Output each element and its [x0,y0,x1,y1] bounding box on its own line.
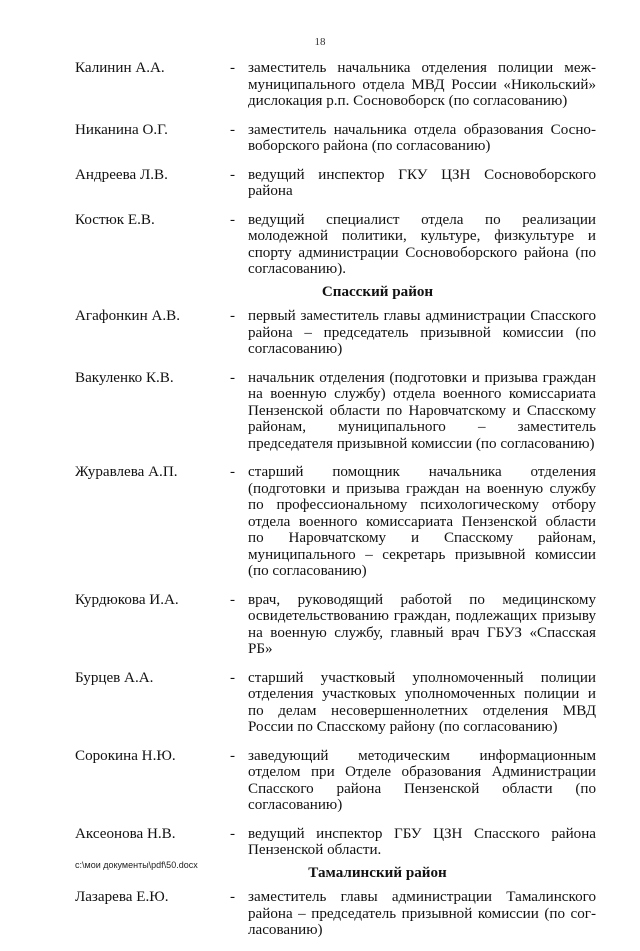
section-title: Тамалинский район [308,864,447,881]
group-tamala [75,865,600,939]
person-name: Лазарева Е.Ю. [75,889,169,905]
dash: - [230,308,236,324]
dash: - [230,591,236,608]
dash: - [230,825,236,842]
group-spassky [75,284,600,859]
person-role: врач, руководящий работой по медицинскому освидетельствованию граждан, подлежащих призыву на военную службу, главный врач ГБУЗ «Спасская РБ» [248,591,596,657]
person-role: ведущий инспектор ГБУ ЦЗН Спасского района Пензенской области. [248,825,596,858]
section-title: Спасский район [321,283,434,300]
dash: - [230,121,236,138]
list-item [75,122,600,155]
list-item [75,670,600,736]
person-name: Бурцев А.А. [75,669,154,686]
file-path-footer: c:\мои документы\pdf\50.docx [75,860,198,870]
dash: - [230,889,236,905]
list-item [75,464,600,580]
document-body [75,60,600,951]
person-name: Сорокина Н.Ю. [75,747,176,764]
person-name: Журавлева А.П. [75,464,178,480]
person-role: заместитель начальника отделения полиции межмуниципального отдела МВД России «Никольский» дислокация р.п. Сосновоборск (по согласованию) [248,60,596,109]
list-item [75,167,600,200]
dash: - [230,166,236,183]
person-name: Курдюкова И.А. [75,591,179,608]
person-role: заместитель начальника отдела образования Сосновоборского района (по согласованию) [248,121,596,154]
person-name: Никанина О.Г. [75,121,168,138]
list-item [75,212,600,278]
group-sosnovoborsk [75,60,600,278]
person-role: начальник отделения (подготовки и призыва граждан на военную службу) отдела военного комиссариата Пензенской области по Наровчатскому и Спасскому районам, муниципального – заместитель председателя призывной комиссии (по согласованию) [248,369,596,452]
person-role: ведущий инспектор ГКУ ЦЗН Сосновоборского района [248,166,596,199]
person-name: Агафонкин А.В. [75,308,180,324]
dash: - [230,464,236,480]
person-role: старший помощник начальника отделения (подготовки и призыва граждан на военную службу по профессиональному психологическому отбору отдела военного комиссариата Пензенской области по Наровчатскому и Спасскому районам, муниципального – секретарь призывной комиссии (по согласованию) [248,464,596,579]
dash: - [230,369,236,386]
person-role: ведущий специалист отдела по реализации молодежной политики, культуре, физкультуре и спорту администрации Сосновоборского района (по согласованию). [248,211,596,277]
person-name: Аксеонова Н.В. [75,825,176,842]
dash: - [230,747,236,764]
dash: - [230,669,236,686]
list-item [75,60,600,110]
person-name: Костюк Е.В. [75,211,155,228]
list-item [75,308,600,358]
list-item [75,592,600,658]
person-role: заведующий методическим информационным отделом при Отделе образования Администрации Спасского района Пензенской области (по согласованию) [248,747,596,813]
person-role: старший участковый уполномоченный полиции отделения участковых уполномоченных полиции и по делам несовершеннолетних отделения МВД России по Спасскому району (по согласованию) [248,669,596,735]
list-item [75,748,600,814]
page-number: 18 [314,36,326,48]
person-role: заместитель главы администрации Тамалинского района – председатель призывной комиссии (по согласованию) [248,889,596,938]
person-name: Калинин А.А. [75,60,165,76]
dash: - [230,60,236,76]
list-item [75,370,600,453]
list-item [75,826,600,859]
dash: - [230,211,236,228]
person-name: Андреева Л.В. [75,166,168,183]
list-item [75,889,600,939]
person-role: первый заместитель главы администрации Спасского района – председатель призывной комиссии (по согласованию) [248,308,596,357]
person-name: Вакуленко К.В. [75,369,174,386]
